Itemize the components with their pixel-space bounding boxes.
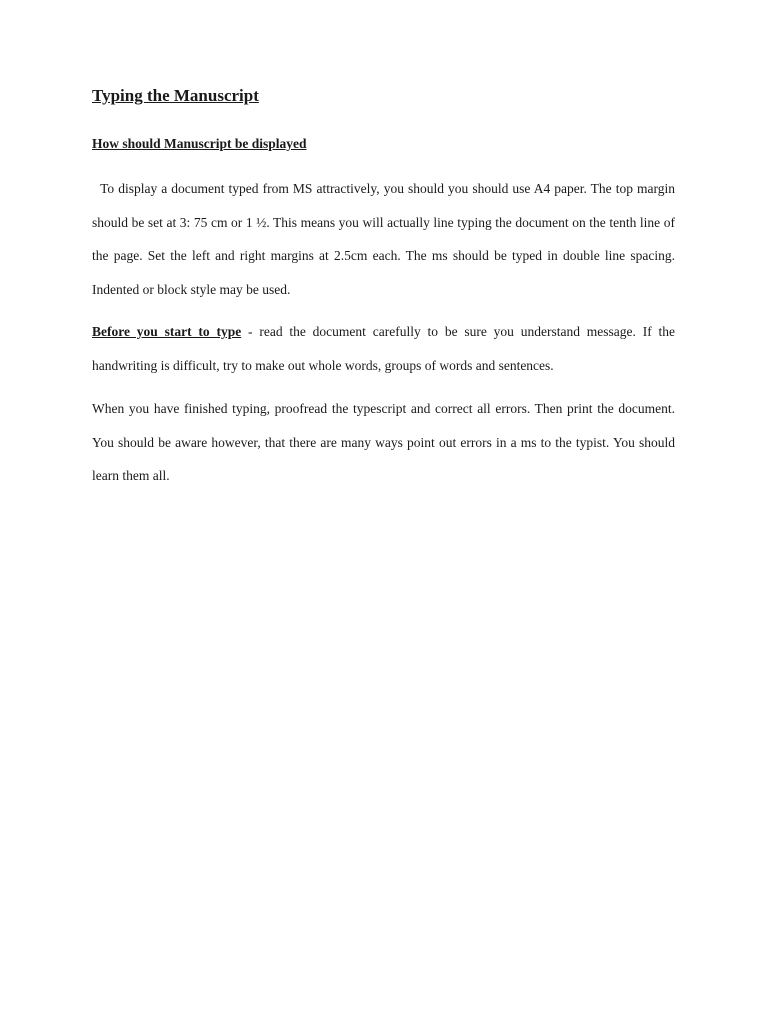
paragraph-text: - read the document carefully to be sure you understand message. If the handwriting is difficult, try to make out whole words, groups of words and sentences.: [92, 324, 676, 373]
section-heading: How should Manuscript be displayed: [92, 136, 307, 151]
paragraph-text: To display a document typed from MS attractively, you should you should use A4 paper. The top margin should be set at 3: 75 cm or 1 ½. This means you will actually line typing the document on the tenth line of the page. Set the left and right margins at 2.5cm each. The ms should be typed in double line spacing. Indented or block style may be used.: [92, 181, 679, 297]
paragraph-before-typing: [92, 315, 675, 382]
paragraph-display: [92, 172, 679, 306]
paragraph-text: When you have finished typing, proofread the typescript and correct all errors. Then print the document. You should be aware however, that there are many ways point out errors in a ms to the typist. You should learn them all.: [92, 401, 675, 483]
document-title: Typing the Manuscript: [92, 86, 259, 105]
paragraph-lead: Before you start to type: [92, 324, 242, 339]
paragraph-proofreading: [92, 392, 675, 493]
